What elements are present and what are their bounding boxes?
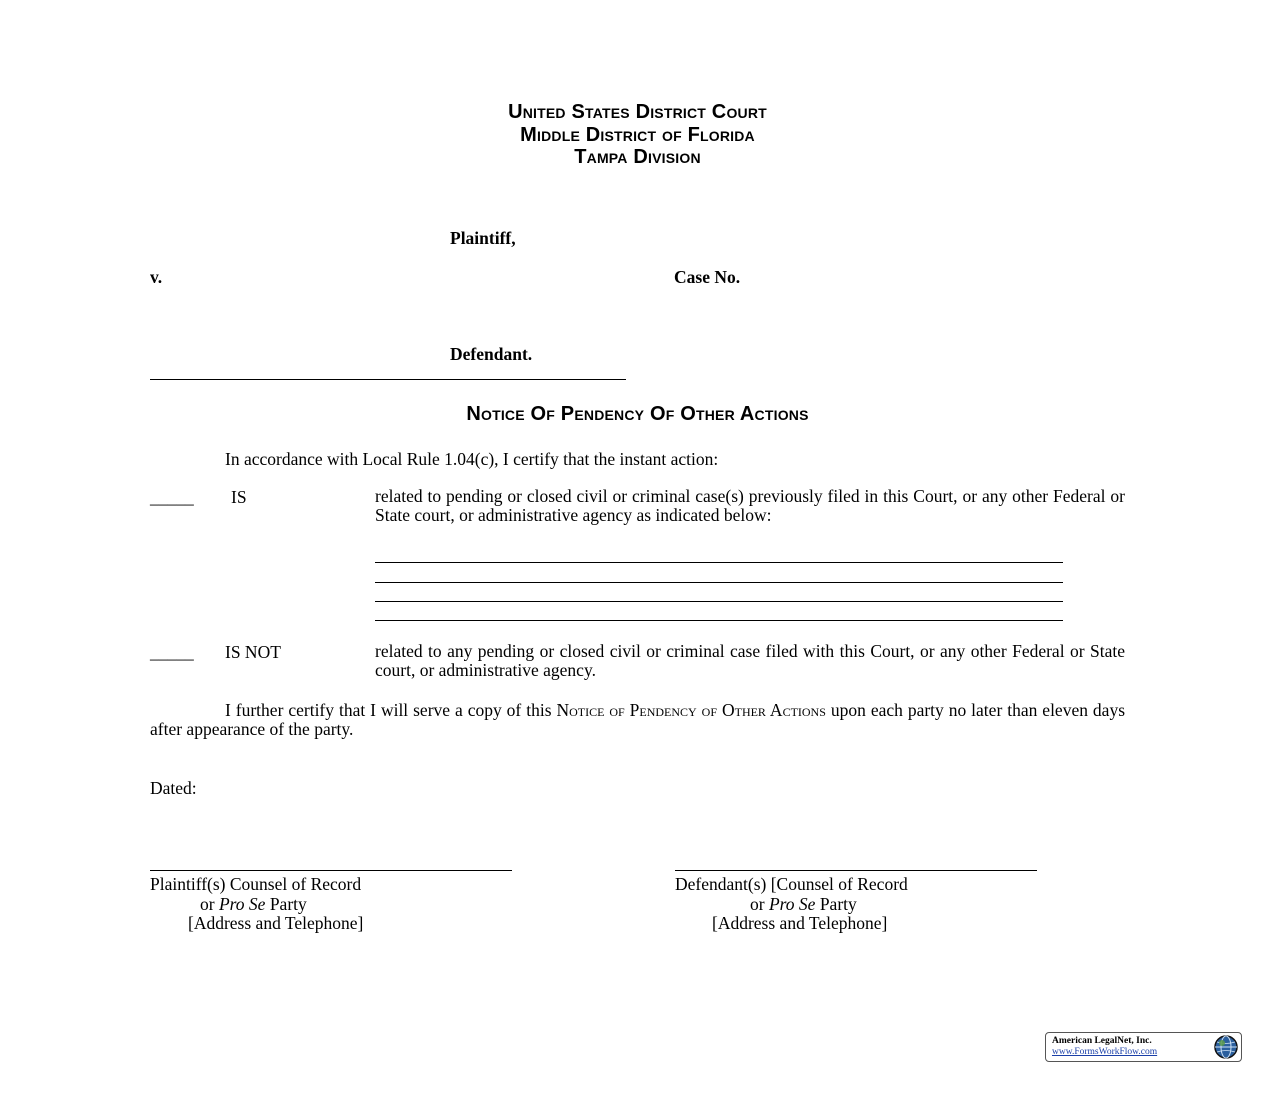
service-certification-title: Notice of Pendency of Other Actions xyxy=(556,700,826,720)
service-certification xyxy=(150,701,1125,739)
plaintiff-or: or xyxy=(200,893,219,914)
is-not-option-text: related to any pending or closed civil or criminal case filed with this Court, or any other Federal or State court, or administrative agency. xyxy=(375,641,1125,680)
related-case-line-1[interactable] xyxy=(375,562,1063,563)
defendant-signature-line[interactable] xyxy=(675,870,1037,871)
defendant-address-label: [Address and Telephone] xyxy=(712,913,888,933)
service-certification-pre: I further certify that I will serve a copy of this xyxy=(225,700,557,720)
court-division: Tampa Division xyxy=(574,146,701,168)
plaintiff-counsel-label: Plaintiff(s) Counsel of Record xyxy=(150,874,362,894)
plaintiff-pro-se: Pro Se xyxy=(218,893,266,914)
globe-logo-icon xyxy=(1213,1034,1239,1060)
is-option-text: related to pending or closed civil or criminal case(s) previously filed in this Court, or any other Federal or State court, or administrative agency as indicated below: xyxy=(375,486,1125,525)
caption-rule xyxy=(150,379,626,380)
plaintiff-signature-block xyxy=(150,875,470,934)
is-option-label: IS xyxy=(231,487,247,507)
defendant-or: or xyxy=(750,893,769,914)
plaintiff-label: Plaintiff, xyxy=(450,228,516,248)
is-checkbox-blank[interactable]: _____ xyxy=(150,487,194,507)
related-case-line-3[interactable] xyxy=(375,601,1063,602)
plaintiff-signature-line[interactable] xyxy=(150,870,512,871)
defendant-party: Party xyxy=(815,893,857,914)
defendant-pro-se: Pro Se xyxy=(768,893,816,914)
plaintiff-pro-se-line xyxy=(150,895,470,915)
is-not-option-label: IS NOT xyxy=(225,642,281,662)
service-certification-post: upon each party no later than eleven days after appearance of the party. xyxy=(150,700,1125,739)
defendant-label: Defendant. xyxy=(450,344,533,364)
defendant-signature-block xyxy=(675,875,1035,934)
footer-badge xyxy=(1045,1032,1242,1062)
related-case-line-2[interactable] xyxy=(375,582,1063,583)
is-not-checkbox-blank[interactable]: _____ xyxy=(150,642,194,662)
badge-url-link[interactable]: www.FormsWorkFlow.com xyxy=(1052,1047,1158,1057)
defendant-counsel-label: Defendant(s) [Counsel of Record xyxy=(675,874,908,894)
case-number-label: Case No. xyxy=(674,267,741,287)
intro-statement: In accordance with Local Rule 1.04(c), I certify that the instant action: xyxy=(225,449,719,469)
versus-label: v. xyxy=(150,267,163,287)
plaintiff-party: Party xyxy=(265,893,307,914)
defendant-pro-se-line xyxy=(675,895,1035,915)
court-district: Middle District of Florida xyxy=(520,124,755,146)
dated-label: Dated: xyxy=(150,778,197,798)
plaintiff-address-label: [Address and Telephone] xyxy=(188,913,364,933)
related-case-line-4[interactable] xyxy=(375,620,1063,621)
badge-company: American LegalNet, Inc. xyxy=(1052,1036,1152,1046)
notice-title: Notice Of Pendency Of Other Actions xyxy=(466,403,809,425)
court-name: United States District Court xyxy=(508,101,767,123)
